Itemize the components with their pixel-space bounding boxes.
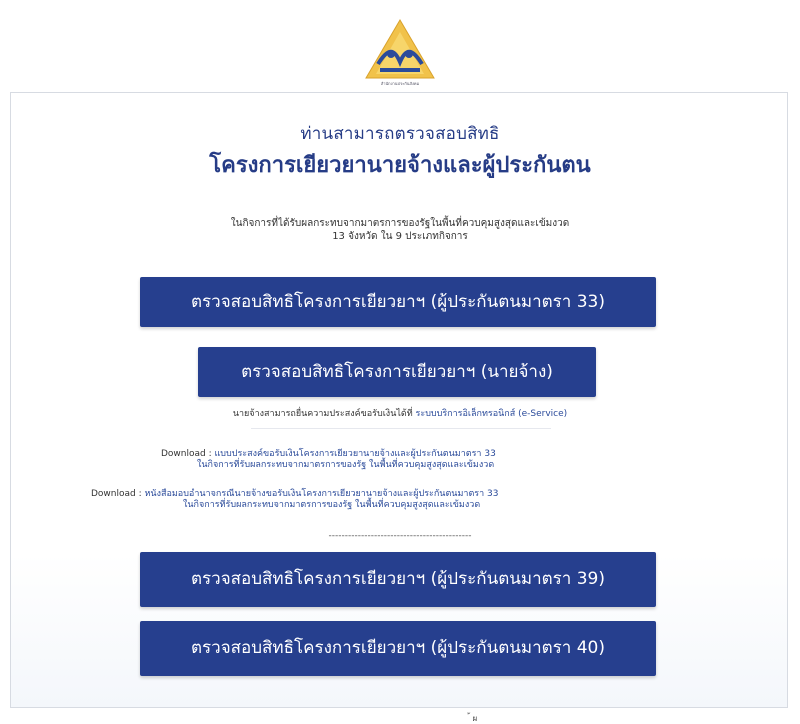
intro-line-1: ในกิจการที่ได้รับผลกระทบจากมาตรการของรัฐในพื้นที่ควบคุมสูงสุดและเข้มงวด xyxy=(230,218,570,229)
check-section-33-button[interactable]: ตรวจสอบสิทธิโครงการเยียวยาฯ (ผู้ประกันตนมาตรา 33) xyxy=(140,277,656,327)
intro-line-2: 13 จังหวัด ใน 9 ประเภทกิจการ xyxy=(332,231,468,242)
download-form-link[interactable]: แบบประสงค์ขอรับเงินโครงการเยียวยานายจ้างและผู้ประกันตนมาตรา 33 xyxy=(214,449,496,459)
download-authorization-link-line2[interactable]: ในกิจการที่รับผลกระทบจากมาตรการของรัฐ ในพื้นที่ควบคุมสูงสุดและเข้มงวด xyxy=(183,500,481,510)
dashed-separator: -------------------------------------------- xyxy=(328,531,472,541)
logo-caption: สำนักงานประกันสังคม xyxy=(380,81,420,86)
heading-title: โครงการเยียวยานายจ้างและผู้ประกันตน xyxy=(209,153,591,178)
intro-text xyxy=(11,217,789,243)
download-form-link-line2[interactable]: ในกิจการที่รับผลกระทบจากมาตรการของรัฐ ในพื้นที่ควบคุมสูงสุดและเข้มงวด xyxy=(197,460,495,470)
divider xyxy=(251,428,551,429)
download-label: Download : xyxy=(161,449,215,459)
check-section-39-button[interactable]: ตรวจสอบสิทธิโครงการเยียวยาฯ (ผู้ประกันตนมาตรา 39) xyxy=(140,552,656,607)
download-form-item xyxy=(161,449,681,471)
download-authorization-link[interactable]: หนังสือมอบอำนาจกรณีนายจ้างขอรับเงินโครงการเยียวยานายจ้างและผู้ประกันตนมาตรา 33 xyxy=(144,489,499,499)
download-label: Download : xyxy=(91,489,145,499)
e-service-link[interactable]: ระบบบริการอิเล็กทรอนิกส์ (e-Service) xyxy=(415,409,568,419)
employer-note-text: นายจ้างสามารถยื่นความประสงค์ขอรับเงินได้ที่ xyxy=(232,409,413,419)
employer-note xyxy=(11,406,789,420)
footer-text-fragment: ้ ผ xyxy=(470,714,478,723)
check-employer-button[interactable]: ตรวจสอบสิทธิโครงการเยียวยาฯ (นายจ้าง) xyxy=(198,347,596,397)
download-authorization-item xyxy=(91,489,731,511)
heading-subtitle: ท่านสามารถตรวจสอบสิทธิ xyxy=(300,124,500,144)
check-section-40-button[interactable]: ตรวจสอบสิทธิโครงการเยียวยาฯ (ผู้ประกันตนมาตรา 40) xyxy=(140,621,656,676)
main-card xyxy=(10,92,788,708)
